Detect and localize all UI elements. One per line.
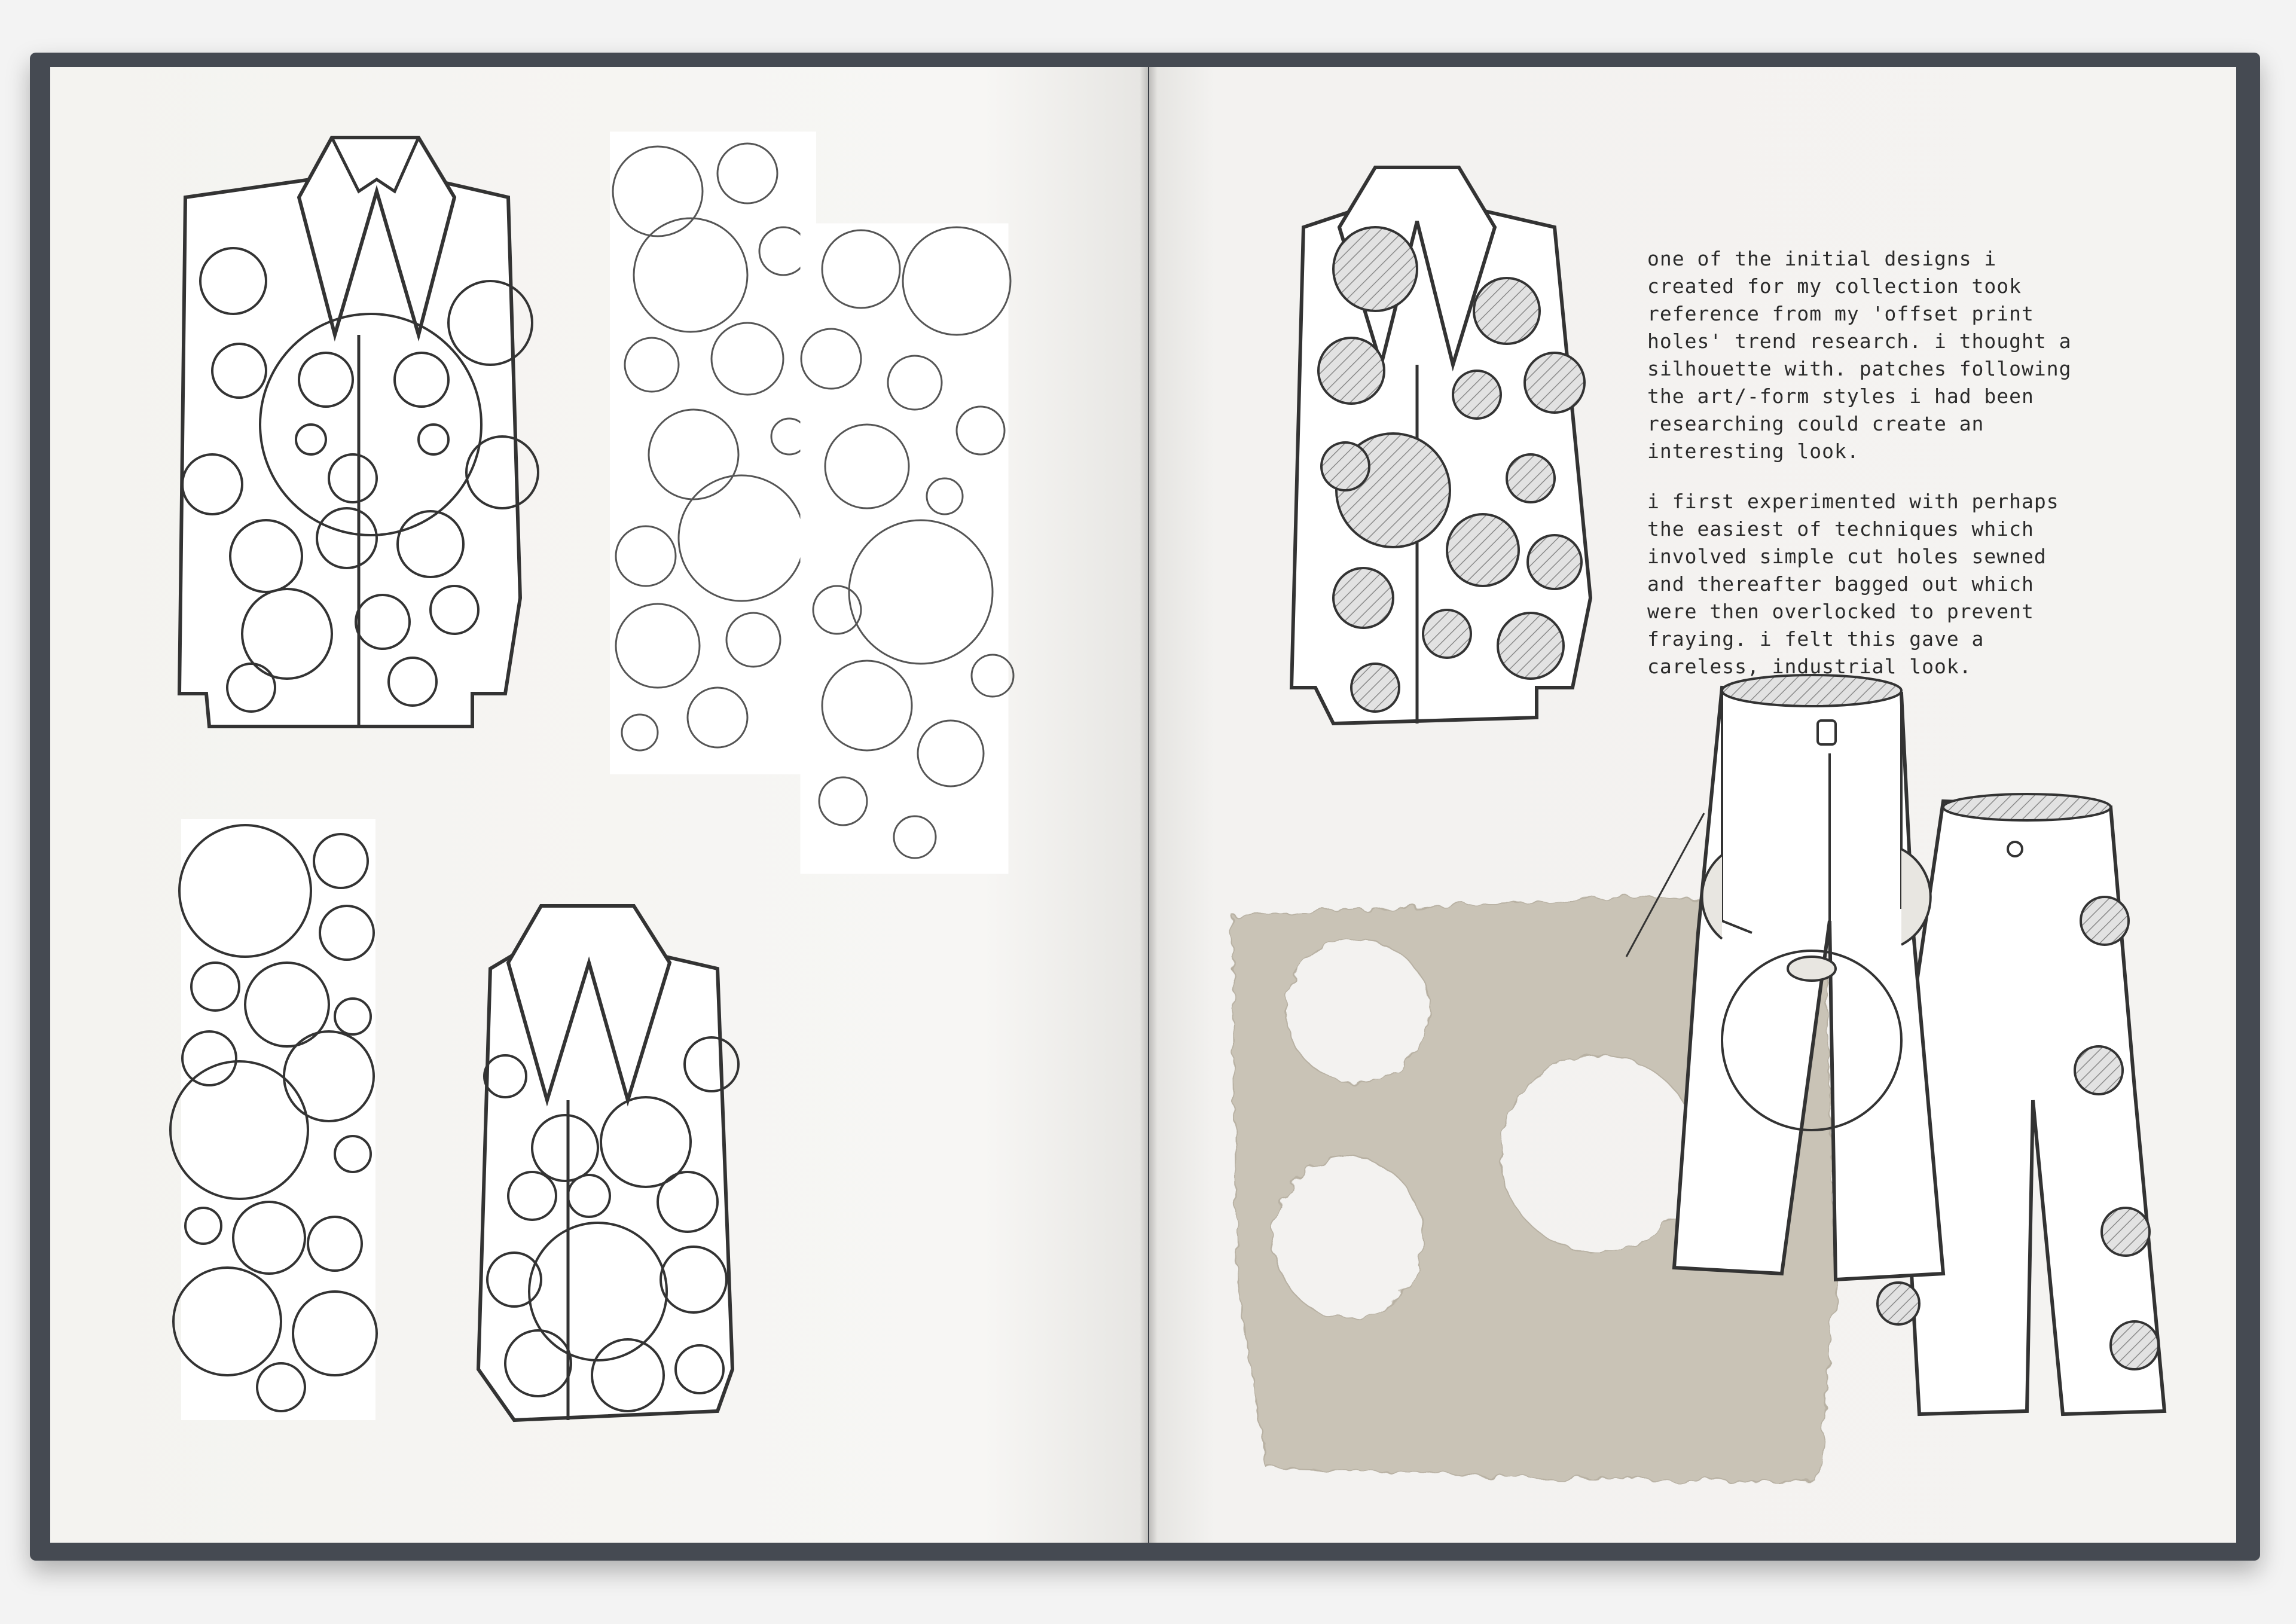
coat-sketch-2 [478,906,738,1420]
circle-pattern-swatch-2 [801,224,1013,873]
coat-sketch-1 [179,138,538,726]
design-note-1: one of the initial designs i created for my collection took reference from my 'offset print holes' trend research. i thought a silhouette with. patches following the art/-form styles i had been researching could create an interesting look. [1647,247,2072,463]
design-note-2: i first experimented with perhaps the easiest of techniques which involved simple cut holes sewned and thereafter bagged out which were then overlocked to prevent fraying. i felt this gave a careless, industrial look. [1647,490,2059,678]
coat-sketch-3-hatched [1292,167,1590,724]
circle-pattern-swatch-3 [170,819,377,1420]
circle-pattern-swatch-1 [610,132,816,774]
design-notes [1647,245,2078,703]
